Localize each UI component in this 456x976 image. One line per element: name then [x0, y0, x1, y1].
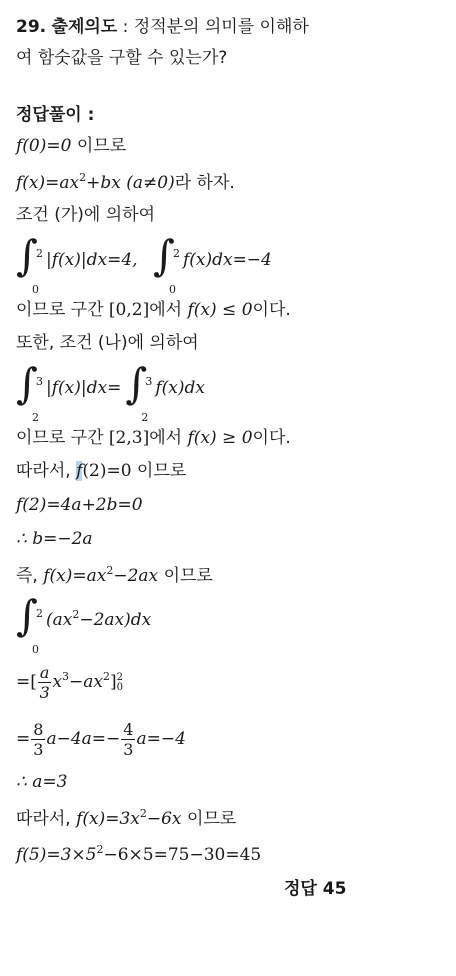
integral-sign: ∫ 2 0: [152, 231, 180, 296]
answer: [284, 878, 346, 900]
line-condition-ga: 조건 (가)에 의하여: [16, 205, 156, 225]
line-therefore-a: ∴ a=3: [16, 772, 68, 792]
line-antiderivative: =[ $\frac{a}{3}$ $x^3-ax^2$] 2 0: [16, 663, 124, 702]
line-integrals-2-3: ∫ 3 2 |f(x)|dx= ∫ 3 2 f(x)dx: [16, 359, 205, 424]
line-f2-eq: f(2)=4a+2b=0: [16, 495, 143, 515]
intent-text-1: 정적분의 의미를 이해하: [133, 17, 309, 37]
integral-sign: ∫ 2 0: [16, 231, 43, 296]
line-f0: f(0)=0 이므로: [16, 136, 127, 156]
fraction: $\frac{a}{3}$: [39, 663, 50, 702]
line-define-f: $f(x)=ax^2+bx$ (a≠0)라 하자.: [16, 171, 235, 193]
answer-value: 45: [322, 879, 347, 899]
intent-colon: :: [122, 17, 129, 37]
answer-label: 정답: [284, 879, 317, 899]
line-condition-na: 또한, 조건 (나)에 의하여: [16, 333, 199, 353]
line-therefore-b: ∴ b=−2a: [16, 529, 93, 549]
intent-label: 출제의도: [51, 17, 118, 37]
line-f-final: 따라서, $f(x)=3x^2-6x$ 이므로: [16, 807, 237, 829]
question-number: 29.: [16, 17, 47, 37]
integral-sign: ∫ 2 0: [16, 591, 43, 656]
question-header: [16, 16, 309, 38]
solution-title: 정답풀이 :: [16, 105, 95, 125]
line-f5: $f(5)=3\times 5^2-6\times 5=75-30=45$: [16, 843, 262, 865]
line-f-substituted: 즉, $f(x)=ax^2-2ax$ 이므로: [16, 564, 213, 586]
line-f2-zero: 따라서, f(2)=0 이므로: [16, 461, 187, 481]
integral-sign: ∫ 3 2: [16, 359, 43, 424]
fraction: $\frac{8}{3}$: [33, 720, 44, 759]
line-interval-0-2: 이므로 구간 [0,2]에서 f(x) ≤ 0이다.: [16, 300, 291, 320]
line-interval-2-3: 이므로 구간 [2,3]에서 f(x) ≥ 0이다.: [16, 428, 291, 448]
integral-sign: ∫ 3 2: [125, 359, 153, 424]
line-integrals-0-2: ∫ 2 0 |f(x)|dx=4, ∫ 2 0 f(x)dx=−4: [16, 231, 272, 296]
intent-text-2: 여 함숫값을 구할 수 있는가?: [16, 48, 228, 68]
text-selection-highlight: f: [76, 461, 83, 481]
fraction: $\frac{4}{3}$: [123, 720, 134, 759]
line-integral-compute: ∫ 2 0 $(ax^2-2ax)dx$: [16, 591, 152, 656]
evaluation-limits: 2 0: [116, 671, 124, 693]
line-evaluate: = $\frac{8}{3}$ a−4a=− $\frac{4}{3}$ a=−4: [16, 720, 186, 759]
